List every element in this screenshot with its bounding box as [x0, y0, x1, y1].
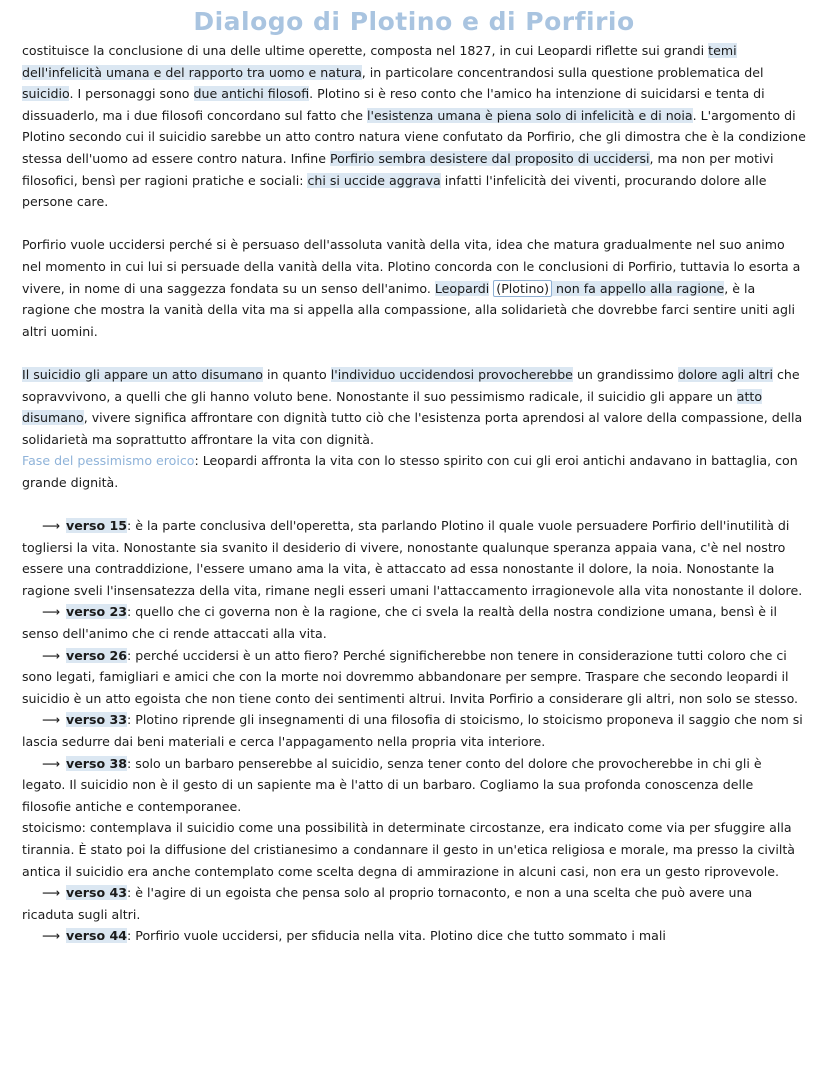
arrow-icon: ⟶: [41, 712, 60, 728]
highlight: suicidio: [22, 86, 70, 102]
text-run: . L'argomento di Plotino secondo cui il suicidio sarebbe un atto contro natura viene confutato da Porfirio, che gli dimostra che è la condizione stessa dell'uomo ad essere contro natura. Infine: [22, 107, 806, 166]
highlight: Porfirio sembra desistere dal proposito di uccidersi: [329, 150, 650, 166]
text-run: , procurando dolore alle persone care.: [22, 172, 767, 210]
verse-item: [22, 601, 806, 644]
verse-text: : è l'agire di un egoista che pensa solo al proprio tornaconto, e non a una scelta che può avere una ricaduta sugli altri.: [22, 885, 753, 922]
verse-item: [22, 882, 806, 925]
text-run: in quanto: [262, 366, 331, 382]
highlight: due antichi filosofi: [193, 86, 310, 102]
highlight: temi dell'infelicità umana e del rapporto tra uomo e natura: [22, 43, 737, 80]
highlight: Il suicidio gli appare un atto disumano: [22, 366, 263, 382]
verse-text: : quello che ci governa non è la ragione, che ci svela la realtà della nostra condizione umana, bensì è il senso dell'animo che ci rende attaccati alla vita.: [22, 604, 778, 642]
paragraph-intro: [22, 40, 806, 213]
arrow-icon: ⟶: [41, 928, 60, 944]
highlight: atto disumano: [22, 388, 763, 426]
verse-label: verso 38: [66, 755, 128, 771]
highlight: chi si uccide aggrava: [307, 172, 441, 188]
text-run: , ma non per motivi filosofici, bensì per ragioni pratiche e sociali:: [22, 150, 774, 188]
spacer: [22, 493, 806, 515]
verse-item: [22, 753, 806, 818]
verse-label: verso 15: [66, 518, 128, 534]
verse-item: [22, 645, 806, 710]
page-title: Dialogo di Plotino e di Porfirio: [193, 7, 635, 36]
text-run: , è la ragione che mostra la vanità della vita ma si appella alla compassione, alla solidarietà che dovrebbe farci sentire uniti agli altri uomini.: [22, 280, 795, 339]
text-run: infatti l'infelicità dei viventi: [440, 172, 617, 188]
boxed-text: (Plotino): [493, 280, 552, 297]
spacer: [22, 213, 806, 235]
text-run: : Leopardi affronta la vita con lo stesso spirito con cui gli eroi antichi andavano in battaglia, con grande dignità.: [22, 453, 798, 490]
paragraph-stoicismo: stoicismo: contemplava il suicidio come una possibilità in determinate circostanze, era indicato come via per sfuggire alla tirannia. È stato poi la diffusione del cristianesimo a condannare il gesto in un'etica religiosa e morale, ma presso la civiltà antica il suicidio era anche contemplato come scelta degna di ammirazione in alcuni casi, non era un gesto riprovevole.: [22, 820, 796, 879]
arrow-icon: ⟶: [41, 647, 60, 663]
text-run: Porfirio vuole uccidersi perché si è persuaso dell'assoluta vanità della vita, idea che matura gradualmente nel suo animo nel momento in cui lui si persuade della vanità della vita. Plotino concorda con le conclusioni di Porfirio, tuttavia lo esorta a vivere, in nome di una saggezza fondata su un senso dell'animo.: [22, 237, 801, 296]
verse-item: [22, 709, 806, 752]
text-run: . Plotino si è reso conto che l'amico ha intenzione di suicidarsi e tenta di dissuaderlo, ma i due filosofi concordano sul fatto che: [22, 86, 765, 123]
highlight: non fa appello alla ragione: [552, 280, 725, 296]
highlight: Leopardi: [434, 280, 490, 296]
highlight: l'esistenza umana è piena solo di infelicità e di noia: [367, 107, 693, 123]
paragraph-suicidio: [22, 364, 806, 450]
arrow-icon: ⟶: [41, 518, 60, 534]
arrow-icon: ⟶: [41, 604, 60, 620]
text-run: . I personaggi sono: [69, 86, 194, 102]
fase-label: Fase del pessimismo eroico: [22, 453, 195, 469]
text-run: che sopravvivono, a quelli che gli hanno voluto bene. Nonostante il suo pessimismo radicale, il suicidio gli appare un: [22, 366, 800, 404]
spacer: [22, 342, 806, 364]
highlight: l'individuo uccidendosi provocherebbe: [330, 366, 573, 382]
text-run: , in particolare concentrandosi sulla questione: [361, 64, 658, 80]
verse-text: : solo un barbaro penserebbe al suicidio, senza tener conto del dolore che provocherebbe in chi gli è legato. Il suicidio non è il gesto di un sapiente ma è l'atto di un barbaro. Cogliamo la sua profonda conoscenza delle filosofie antiche e contemporanee.: [22, 755, 762, 814]
verse-item: [22, 925, 806, 947]
verse-text: : Plotino riprende gli insegnamenti di una filosofia di stoicismo, lo stoicismo proponeva il saggio che nom si lascia sedurre dai beni materiali e cerca l'appagamento nella propria vita interiore.: [22, 712, 803, 749]
paragraph-porfirio: [22, 234, 806, 342]
text-run: costituisce la conclusione di una delle ultime operette, composta nel 1827, in cui Leopardi riflette sui grandi: [22, 43, 709, 58]
arrow-icon: ⟶: [41, 755, 60, 771]
verse-label: verso 44: [66, 928, 128, 944]
verse-item: [22, 515, 806, 601]
verse-text: : è la parte conclusiva dell'operetta, sta parlando Plotino il quale vuole persuadere Porfirio dell'inutilità di togliersi la vita. Nonostante sia svanito il desiderio di vivere, nonostante qualunque speranza appaia vana, c'è nel nostro essere una contraddizione, l'essere umano ama la vita, è attaccato ad essa nonostante il dolore, la noia. Nonostante la ragione sveli l'insensatezza della vita, rimane negli esseri umani l'attaccamento irragionevole alla vita nonostante il dolore.: [22, 518, 803, 598]
paragraph-fase: [22, 450, 806, 493]
highlight: dolore agli altri: [677, 366, 773, 382]
text-run: , vivere significa affrontare con dignità tutto ciò che l'esistenza porta aprendosi al valore della compassione, della solidarietà ma soprattutto affrontare la vita con dignità.: [22, 410, 803, 447]
verse-text: : Porfirio vuole uccidersi, per sfiducia nella vita. Plotino dice che tutto sommato i mali: [127, 928, 666, 944]
verse-label: verso 23: [66, 604, 128, 620]
text-run: un grandissimo: [572, 366, 678, 382]
verse-label: verso 26: [66, 647, 128, 663]
arrow-icon: ⟶: [41, 885, 60, 901]
verse-text: : perché uccidersi è un atto fiero? Perché significherebbe non tenere in considerazione tutti coloro che ci sono legati, famigliari e amici che con la morte noi dovremmo abbandonare per sempre. Traspare che secondo leopardi il suicidio è un atto egoista che non tiene conto dei sentimenti altrui. Invita Porfirio a considerare gli altri, non solo se stesso.: [22, 647, 799, 706]
verse-label: verso 33: [66, 712, 128, 728]
verse-label: verso 43: [66, 885, 128, 901]
text-run: problematica del: [657, 64, 764, 80]
